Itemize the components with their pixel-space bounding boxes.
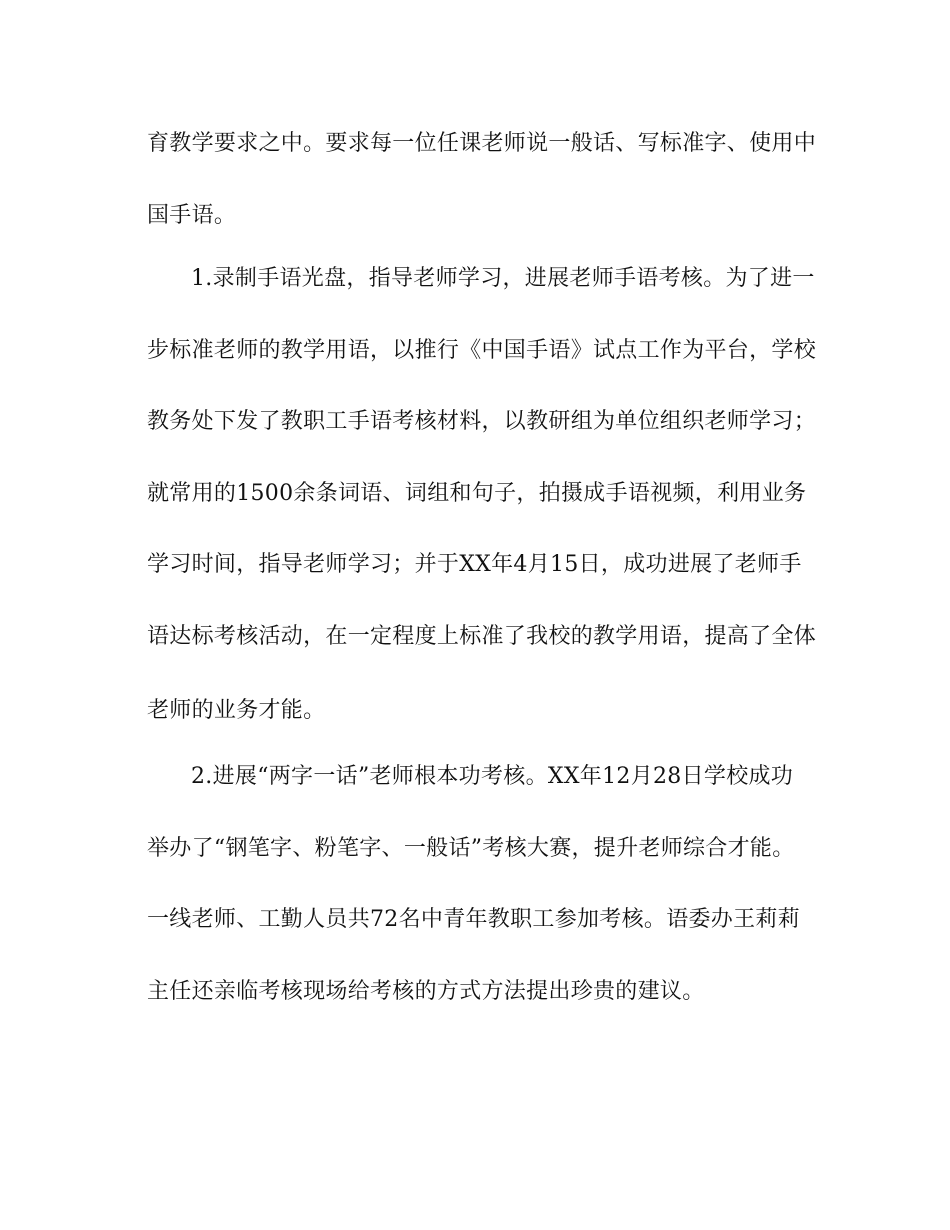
text-line: 就常用的1500余条词语、词组和句子，拍摄成手语视频，利用业务 [147,481,807,506]
paragraph-2-start: 2.进展“两字一话”老师根本功考核。XX年12月28日学校成功 [191,764,794,789]
text-line: 一线老师、工勤人员共72名中青年教职工参加考核。语委办王莉莉 [147,907,800,932]
text-line: 学习时间，指导老师学习；并于XX年4月15日，成功进展了老师手 [147,552,802,577]
paragraph-1-start: 1.录制手语光盘，指导老师学习，进展老师手语考核。为了进一 [191,266,815,291]
text-line: 教务处下发了教职工手语考核材料，以教研组为单位组织老师学习； [147,409,817,434]
text-line: 老师的业务才能。 [147,698,326,723]
text-line: 语达标考核活动，在一定程度上标准了我校的教学用语，提高了全体 [147,624,817,649]
text-line: 举办了“钢笔字、粉笔字、一般话”考核大赛，提升老师综合才能。 [147,836,795,861]
text-line: 育教学要求之中。要求每一位任课老师说一般话、写标准字、使用中 [147,131,817,156]
text-line: 国手语。 [147,203,237,228]
text-line: 步标准老师的教学用语，以推行《中国手语》试点工作为平台，学校 [147,338,817,363]
text-line: 主任还亲临考核现场给考核的方式方法提出珍贵的建议。 [147,979,705,1004]
